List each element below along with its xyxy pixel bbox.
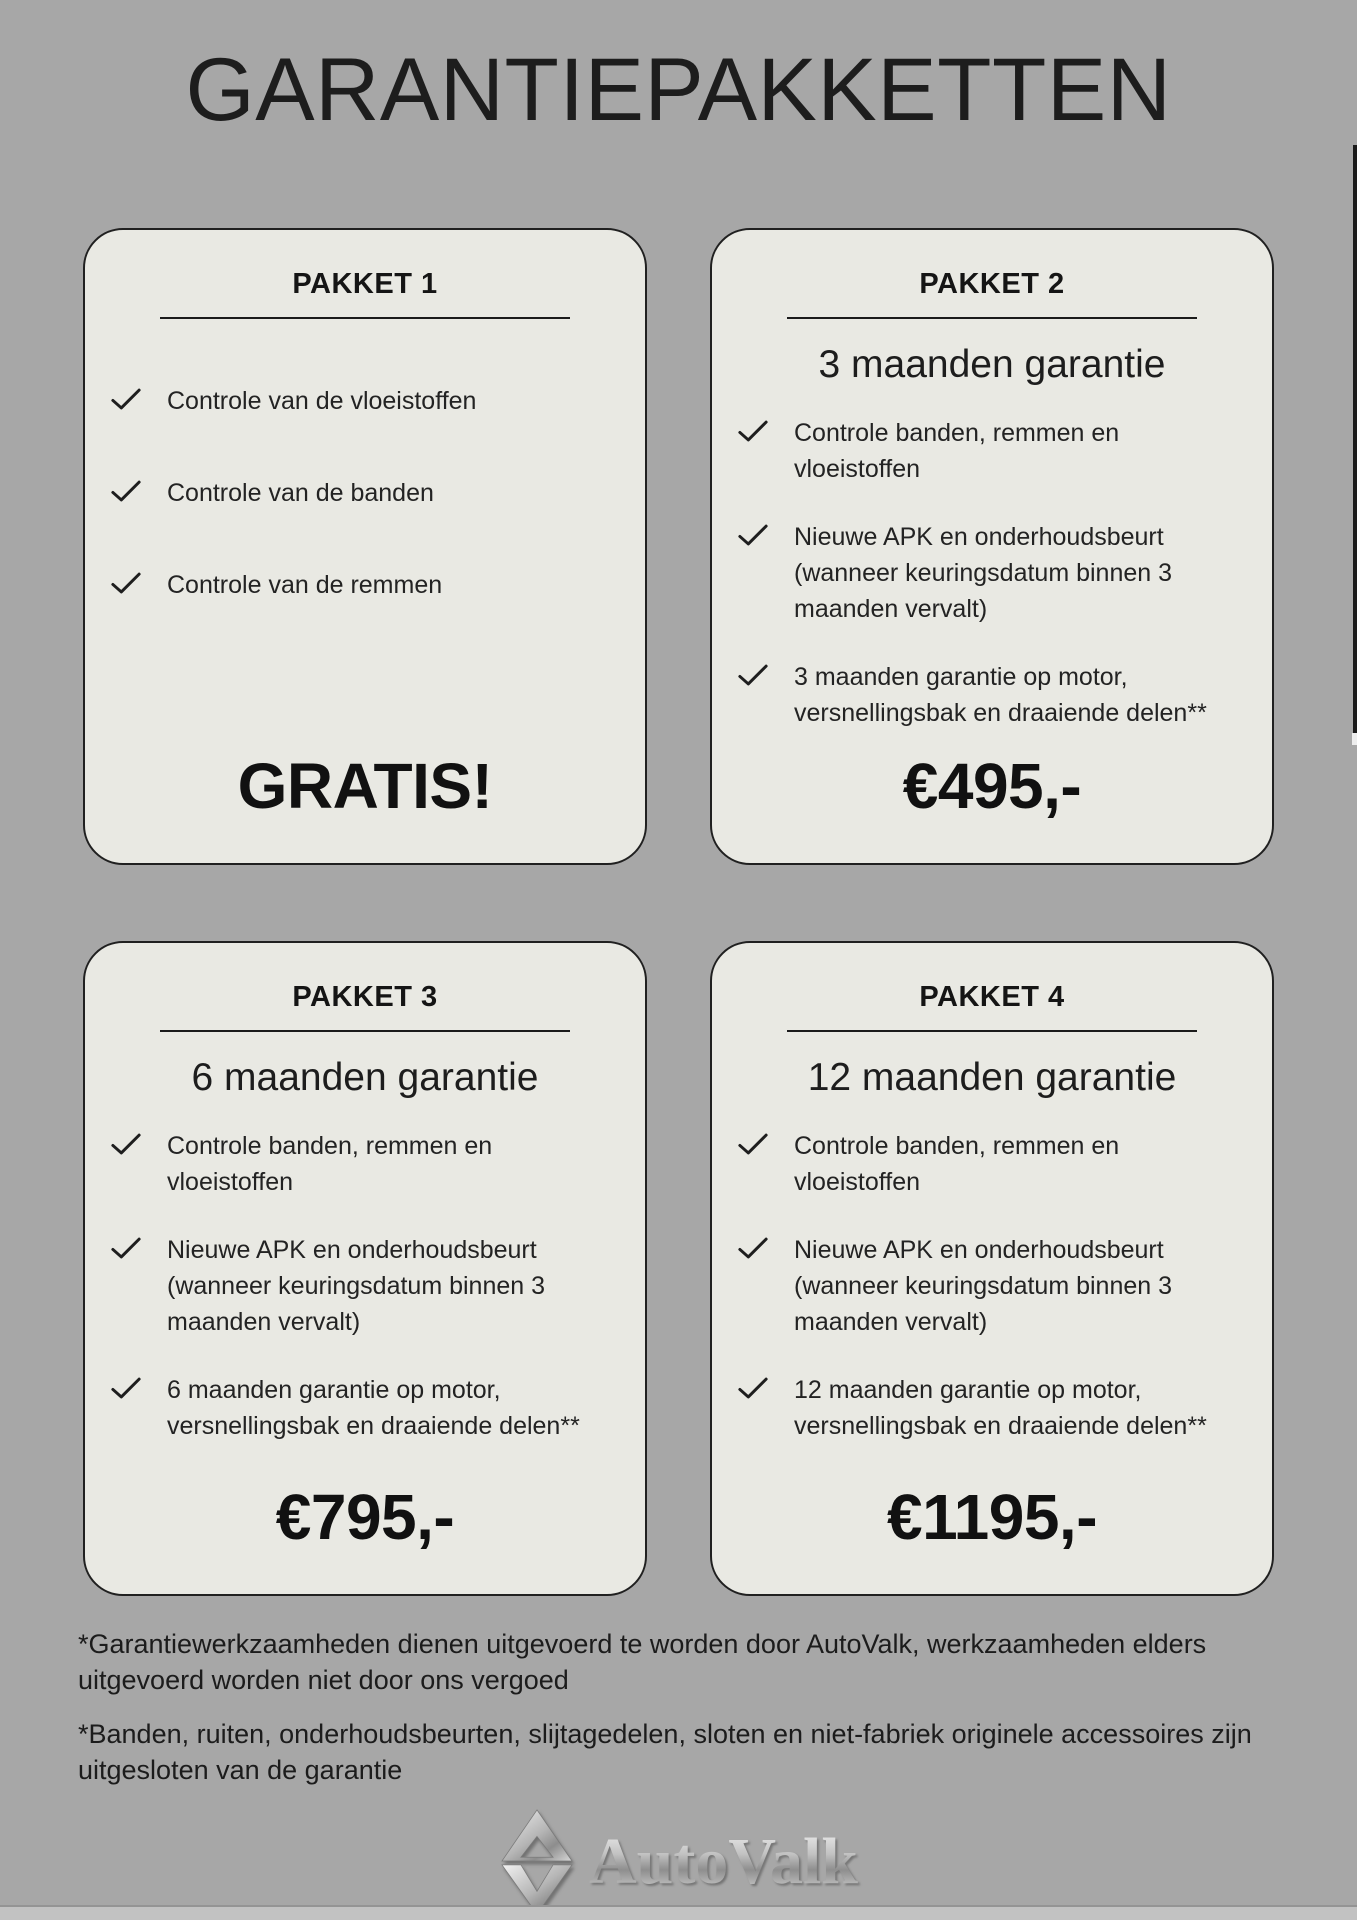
package-item <box>85 1128 645 1200</box>
package-items <box>85 383 645 603</box>
package-subtitle: 3 maanden garantie <box>818 343 1166 387</box>
package-items <box>712 1128 1272 1444</box>
package-card-3 <box>83 941 647 1596</box>
package-title: PAKKET 1 <box>292 268 438 301</box>
footnote-exclusions: *Banden, ruiten, onderhoudsbeurten, slijtagedelen, sloten en niet-fabriek originele accessoires zijn uitgesloten van de garantie <box>78 1719 1252 1786</box>
package-items <box>712 415 1272 731</box>
checkmark-icon <box>738 1237 770 1260</box>
checkmark-icon <box>738 1377 770 1400</box>
checkmark-icon <box>738 524 770 547</box>
title-underline <box>160 317 570 319</box>
right-edge-line <box>1353 145 1357 733</box>
logo-text: AutoValk <box>589 1825 858 1899</box>
package-title: PAKKET 4 <box>919 981 1065 1014</box>
package-subtitle: 12 maanden garantie <box>807 1056 1177 1100</box>
package-item-label: 6 maanden garantie op motor, versnellingsbak en draaiende delen** <box>167 1376 580 1441</box>
bottom-strip <box>0 1905 1357 1920</box>
title-underline <box>160 1030 570 1032</box>
package-card-1 <box>83 228 647 865</box>
checkmark-icon <box>738 664 770 687</box>
package-item-label: Controle van de vloeistoffen <box>167 387 477 416</box>
checkmark-icon <box>111 480 143 503</box>
package-price: GRATIS! <box>237 750 493 823</box>
checkmark-icon <box>738 1133 770 1156</box>
package-item-label: Nieuwe APK en onderhoudsbeurt (wanneer keuringsdatum binnen 3 maanden vervalt) <box>794 523 1173 624</box>
checkmark-icon <box>738 420 770 443</box>
package-item <box>85 1372 645 1444</box>
package-items <box>85 1128 645 1444</box>
package-item <box>712 1372 1272 1444</box>
package-price: €1195,- <box>886 1481 1098 1554</box>
package-item <box>712 659 1272 731</box>
package-item <box>712 519 1272 627</box>
package-item <box>85 475 645 511</box>
autovalk-logo <box>0 1806 1357 1918</box>
package-item-label: Nieuwe APK en onderhoudsbeurt (wanneer keuringsdatum binnen 3 maanden vervalt) <box>794 1236 1173 1337</box>
package-card-2 <box>710 228 1274 865</box>
title-underline <box>787 317 1197 319</box>
package-item <box>712 1232 1272 1340</box>
checkmark-icon <box>111 1237 143 1260</box>
package-subtitle: 6 maanden garantie <box>191 1056 539 1100</box>
package-item-label: Controle van de banden <box>167 479 434 508</box>
diamond-av-icon <box>499 1808 575 1916</box>
package-price: €795,- <box>275 1481 455 1554</box>
package-item-label: Controle van de remmen <box>167 571 443 600</box>
package-item <box>85 567 645 603</box>
package-item-label: Controle banden, remmen en vloeistoffen <box>794 1132 1120 1197</box>
package-item <box>85 383 645 419</box>
package-item-label: Controle banden, remmen en vloeistoffen <box>794 419 1120 484</box>
package-item-label: Nieuwe APK en onderhoudsbeurt (wanneer keuringsdatum binnen 3 maanden vervalt) <box>167 1236 546 1337</box>
packages-grid <box>83 228 1274 1596</box>
title-underline <box>787 1030 1197 1032</box>
package-title: PAKKET 2 <box>919 268 1065 301</box>
checkmark-icon <box>111 388 143 411</box>
page-title: GARANTIEPAKKETTEN <box>185 39 1172 139</box>
package-item <box>85 1232 645 1340</box>
package-price: €495,- <box>902 750 1082 823</box>
package-item-label: 12 maanden garantie op motor, versnellingsbak en draaiende delen** <box>794 1376 1207 1441</box>
package-item-label: 3 maanden garantie op motor, versnellingsbak en draaiende delen** <box>794 663 1207 728</box>
checkmark-icon <box>111 1377 143 1400</box>
footnote-warranty-work: *Garantiewerkzaamheden dienen uitgevoerd te worden door AutoValk, werkzaamheden elders uitgevoerd worden niet door ons vergoed <box>78 1629 1207 1696</box>
package-item <box>712 415 1272 487</box>
right-edge-notch <box>1352 733 1357 745</box>
checkmark-icon <box>111 1133 143 1156</box>
footnotes <box>78 1626 1277 1788</box>
checkmark-icon <box>111 572 143 595</box>
package-title: PAKKET 3 <box>292 981 438 1014</box>
package-item <box>712 1128 1272 1200</box>
package-item-label: Controle banden, remmen en vloeistoffen <box>167 1132 493 1197</box>
package-card-4 <box>710 941 1274 1596</box>
